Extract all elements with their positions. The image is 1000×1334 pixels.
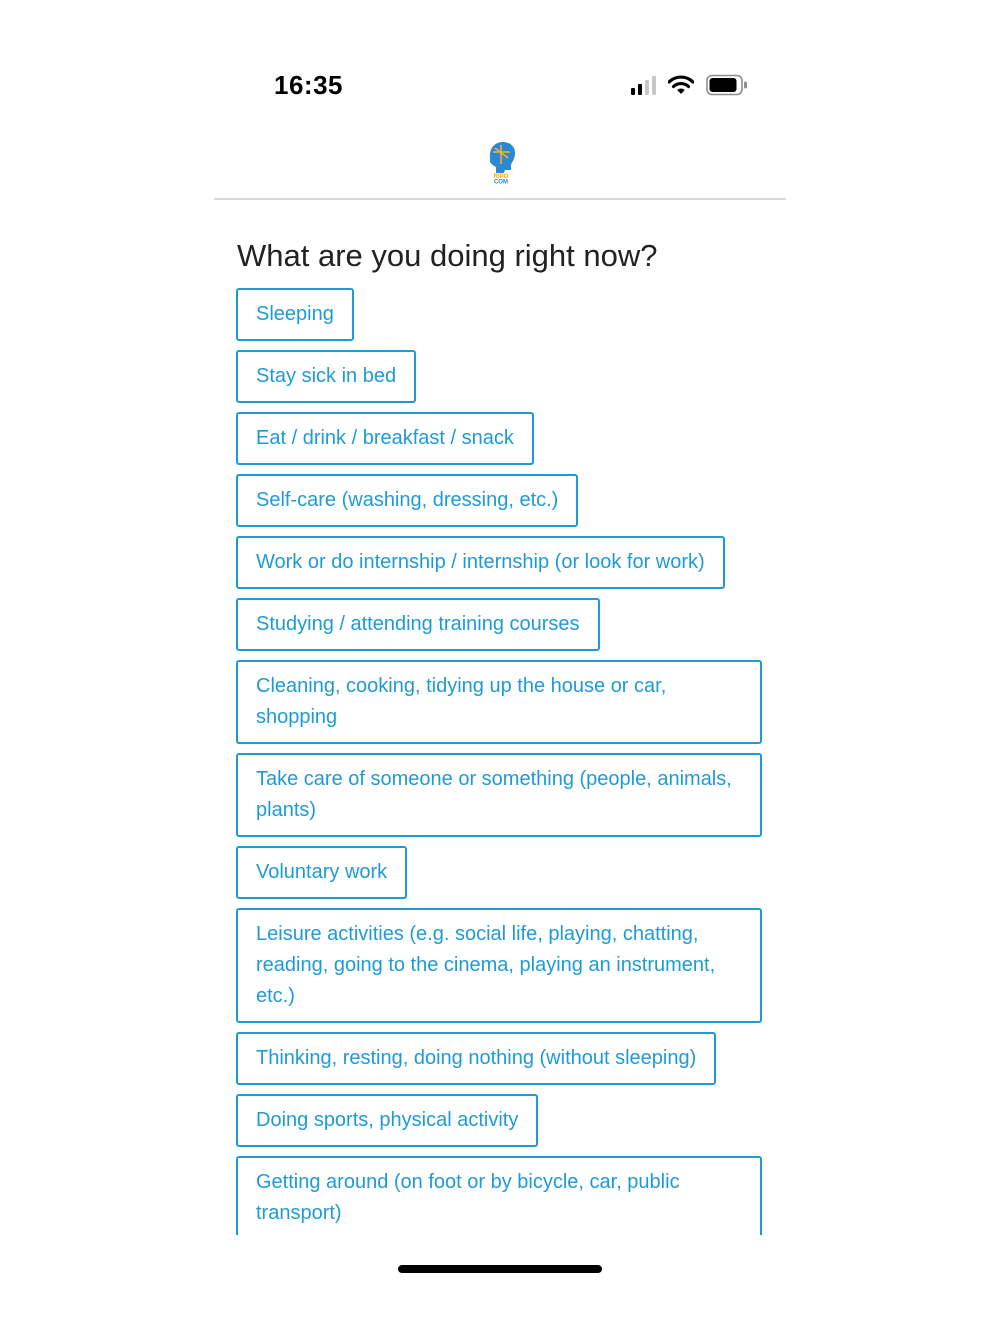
question-title: What are you doing right now? xyxy=(237,238,658,273)
option-self-care[interactable]: Self-care (washing, dressing, etc.) xyxy=(236,474,578,527)
wifi-icon xyxy=(668,75,694,95)
option-getting-around[interactable]: Getting around (on foot or by bicycle, car, public transport) xyxy=(236,1156,762,1235)
head-profile-logo-icon xyxy=(484,136,518,184)
logo-text-top: RIPO xyxy=(493,174,509,180)
options-list xyxy=(236,288,776,1235)
option-stay-sick-in-bed[interactable]: Stay sick in bed xyxy=(236,350,416,403)
option-cleaning-cooking[interactable]: Cleaning, cooking, tidying up the house or car, shopping xyxy=(236,660,762,744)
option-voluntary-work[interactable]: Voluntary work xyxy=(236,846,407,899)
option-work-internship[interactable]: Work or do internship / internship (or look for work) xyxy=(236,536,725,589)
options-scroll-area[interactable] xyxy=(236,288,776,1235)
home-indicator[interactable] xyxy=(398,1265,602,1273)
status-icons xyxy=(631,74,748,96)
battery-icon xyxy=(706,74,748,96)
option-sleeping[interactable]: Sleeping xyxy=(236,288,354,341)
signal-bars-icon xyxy=(631,75,656,95)
option-thinking-resting[interactable]: Thinking, resting, doing nothing (without sleeping) xyxy=(236,1032,716,1085)
option-leisure-activities[interactable]: Leisure activities (e.g. social life, playing, chatting, reading, going to the cinema, playing an instrument, etc.) xyxy=(236,908,762,1023)
option-doing-sports[interactable]: Doing sports, physical activity xyxy=(236,1094,538,1147)
status-bar xyxy=(214,60,786,116)
logo-text-bottom: COM xyxy=(494,179,508,184)
app-header xyxy=(214,130,786,200)
option-eat-drink[interactable]: Eat / drink / breakfast / snack xyxy=(236,412,534,465)
option-take-care[interactable]: Take care of someone or something (people, animals, plants) xyxy=(236,753,762,837)
option-studying[interactable]: Studying / attending training courses xyxy=(236,598,600,651)
status-time: 16:35 xyxy=(274,70,343,100)
